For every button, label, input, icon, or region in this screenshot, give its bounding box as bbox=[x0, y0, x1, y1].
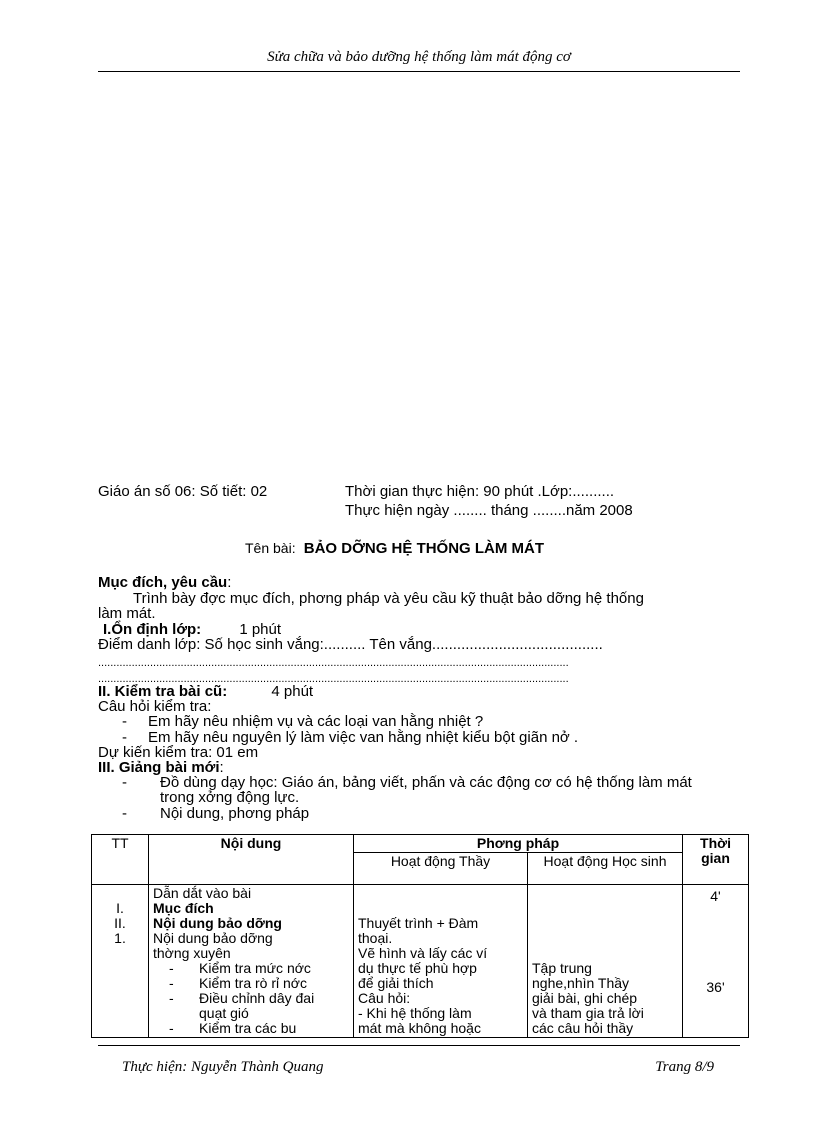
expected-check: Dự kiến kiểm tra: 01 em bbox=[98, 744, 259, 761]
teacher-line: Câu hỏi: bbox=[358, 990, 411, 1006]
student-cell bbox=[528, 885, 683, 1038]
goals-heading: Mục đích, yêu cầu bbox=[98, 574, 228, 591]
footer-author: Thực hiện: Nguyễn Thành Quang bbox=[122, 1059, 324, 1075]
section2-duration: 4 phút bbox=[271, 683, 314, 700]
section3-heading: III. Giảng bài mới bbox=[98, 759, 220, 776]
list-item-continued: quạt gió bbox=[199, 1005, 249, 1021]
teacher-line: - Khi hệ thống làm bbox=[358, 1005, 472, 1021]
teacher-line: để giải thích bbox=[358, 975, 434, 991]
item-2: Nội dung, phơng pháp bbox=[160, 805, 310, 822]
header-time-line-1: Thời bbox=[700, 835, 731, 851]
list-item: - Kiểm tra rò rỉ nớc bbox=[169, 975, 307, 991]
content-intro: Dẫn dắt vào bài bbox=[153, 885, 252, 901]
goals-line-2: làm mát. bbox=[98, 605, 156, 622]
item-1-line-2: trong xởng động lực. bbox=[160, 789, 300, 806]
content-sub1-line-2: thờng xuyên bbox=[153, 945, 231, 961]
goals-line-1: Trình bày đợc mục đích, phơng pháp và yêu cầu kỹ thuật bảo dỡng hệ thống bbox=[133, 590, 644, 607]
lesson-date: Thực hiện ngày ........ tháng ........năm 2008 bbox=[345, 502, 633, 519]
content-cell bbox=[149, 885, 354, 1038]
header-teacher: Hoạt động Thầy bbox=[354, 853, 528, 885]
teacher-line: dụ thực tế phù hợp bbox=[358, 960, 477, 976]
content-purpose: Mục đích bbox=[153, 900, 214, 916]
table-row bbox=[92, 885, 749, 1038]
list-item: - Điều chỉnh dây đai bbox=[169, 990, 315, 1006]
footer-page-number: Trang 8/9 bbox=[655, 1059, 714, 1075]
dotted-line-1: .......................................................................................................................................................... bbox=[98, 657, 569, 669]
tt-1: I. bbox=[116, 900, 124, 916]
lesson-number: Giáo án số 06: Số tiết: 02 bbox=[98, 483, 268, 500]
time-value-2: 36' bbox=[706, 979, 725, 995]
table-header-row bbox=[92, 835, 749, 853]
roll-call: Điểm danh lớp: Số học sinh vắng:.......... Tên vắng......................................... bbox=[98, 636, 603, 653]
question-1-dash: - bbox=[122, 713, 127, 730]
section3-colon: : bbox=[219, 759, 224, 776]
student-line: các câu hỏi thầy bbox=[532, 1020, 634, 1036]
teacher-line: mát mà không hoặc bbox=[358, 1020, 481, 1036]
question-1: Em hãy nêu nhiệm vụ và các loại van hằng nhiệt ? bbox=[148, 713, 484, 730]
header-title: Sửa chữa và bảo dưỡng hệ thống làm mát động cơ bbox=[267, 49, 571, 65]
student-line: giải bài, ghi chép bbox=[532, 990, 638, 1006]
list-item: - Kiểm tra các bu bbox=[169, 1020, 297, 1036]
section1-duration: 1 phút bbox=[239, 621, 282, 638]
teacher-line: thoại. bbox=[358, 930, 393, 946]
time-cell bbox=[683, 885, 749, 1038]
teacher-line: Vẽ hình và lấy các ví bbox=[358, 945, 488, 961]
lesson-time: Thời gian thực hiện: 90 phút .Lớp:.......... bbox=[345, 483, 615, 500]
list-item: - Kiểm tra mức nớc bbox=[169, 960, 311, 976]
goals-heading-line bbox=[98, 575, 231, 591]
header-method: Phơng pháp bbox=[354, 835, 683, 853]
header-rule bbox=[98, 71, 740, 72]
header-tt: TT bbox=[92, 835, 149, 885]
section2-heading: II. Kiểm tra bài cũ: bbox=[98, 683, 228, 700]
lesson-title-label: Tên bài: bbox=[245, 540, 296, 556]
goals-colon: : bbox=[227, 574, 232, 591]
tt-2: II. bbox=[114, 915, 126, 931]
dotted-line-2: .......................................................................................................................................................... bbox=[98, 673, 569, 685]
header-content: Nội dung bbox=[149, 835, 354, 885]
teacher-line: Thuyết trình + Đàm bbox=[358, 915, 479, 931]
student-line: và tham gia trả lời bbox=[532, 1005, 644, 1021]
question-2: Em hãy nêu nguyên lý làm việc van hằng nhiệt kiểu bột giãn nở . bbox=[148, 729, 579, 746]
tt-cell bbox=[92, 885, 149, 1038]
lesson-plan-table bbox=[91, 834, 749, 1038]
footer-rule bbox=[98, 1045, 740, 1046]
lesson-title-name: BẢO DỠNG HỆ THỐNG LÀM MÁT bbox=[303, 540, 545, 557]
header-time-line-2: gian bbox=[701, 850, 730, 866]
content-maint: Nội dung bảo dỡng bbox=[153, 915, 282, 931]
student-line: nghe,nhìn Thầy bbox=[532, 975, 630, 991]
section1-heading: I.Ổn định lớp: bbox=[103, 621, 202, 638]
time-value-1: 4' bbox=[710, 888, 721, 904]
item-1-line-1: Đồ dùng dạy học: Giáo án, bảng viết, phấn và các động cơ có hệ thống làm mát bbox=[160, 774, 692, 791]
header-time bbox=[683, 835, 749, 885]
content-sub1-line-1: Nội dung bảo dỡng bbox=[153, 930, 273, 946]
item-1-dash: - bbox=[122, 774, 127, 791]
header-student: Hoạt động Học sinh bbox=[528, 853, 683, 885]
item-2-dash: - bbox=[122, 805, 127, 822]
teacher-cell bbox=[354, 885, 528, 1038]
student-line: Tập trung bbox=[532, 960, 592, 976]
tt-3: 1. bbox=[114, 930, 126, 946]
question-2-dash: - bbox=[122, 729, 127, 746]
lesson-title bbox=[245, 540, 544, 557]
question-label: Câu hỏi kiểm tra: bbox=[98, 698, 212, 715]
